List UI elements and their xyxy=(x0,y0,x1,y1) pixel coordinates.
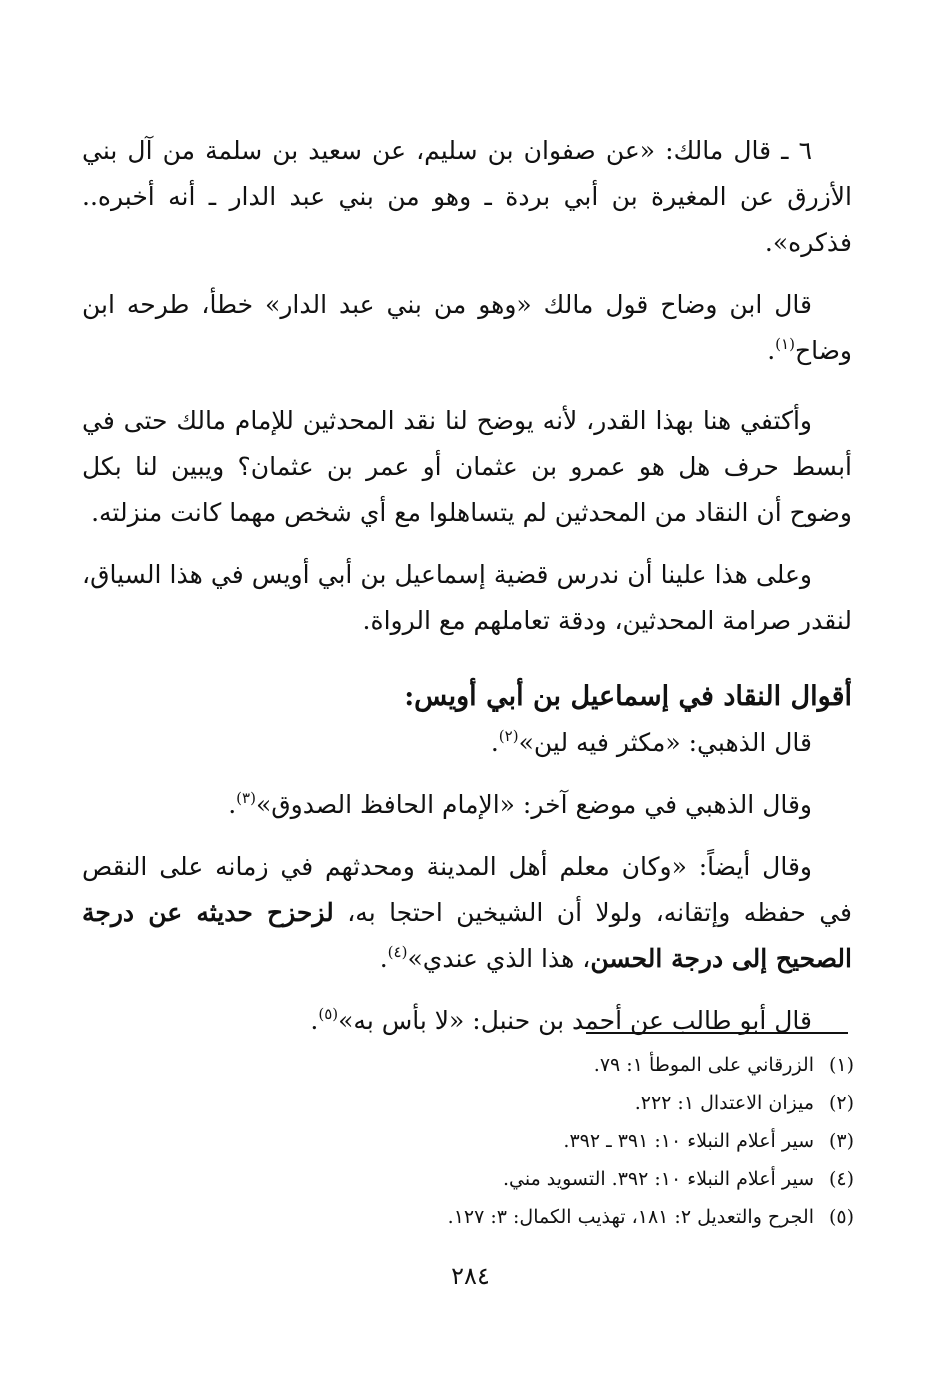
paragraph-4-text: وعلى هذا علينا أن ندرس قضية إسماعيل بن أبي أويس في هذا السياق، لنقدر صرامة المحدثين، ودقة تعاملهم مع الرواة. xyxy=(82,560,852,635)
footnote-2-number: (٢) xyxy=(828,1092,854,1114)
quote-1-text: قال الذهبي: «مكثر فيه لين» xyxy=(518,728,812,757)
footnote-4 xyxy=(200,1160,854,1198)
paragraph-3 xyxy=(82,398,852,536)
quote-4-text: قال أبو طالب عن أحمد بن حنبل: «لا بأس به» xyxy=(338,1006,812,1035)
footnote-2 xyxy=(200,1084,854,1122)
section-heading: أقوال النقاد في إسماعيل بن أبي أويس: xyxy=(404,681,852,712)
footnote-5-text: الجرح والتعديل ٢: ١٨١، تهذيب الكمال: ٣: ١٢٧. xyxy=(447,1206,814,1228)
footnote-ref-5[interactable]: (٥) xyxy=(318,1005,339,1023)
footnote-4-number: (٤) xyxy=(828,1168,854,1190)
footnote-ref-4[interactable]: (٤) xyxy=(387,943,408,961)
footnote-5 xyxy=(200,1198,854,1236)
quote-1 xyxy=(82,720,852,766)
footnote-ref-2[interactable]: (٢) xyxy=(498,727,519,745)
quote-3-after: ، هذا الذي عندي» xyxy=(407,944,591,973)
paragraph-2 xyxy=(82,282,852,374)
page-number: ٢٨٤ xyxy=(451,1262,490,1290)
quote-3 xyxy=(82,844,852,982)
footnote-1-number: (١) xyxy=(828,1054,854,1076)
paragraph-1 xyxy=(82,128,852,266)
footnote-1-text: الزرقاني على الموطأ ١: ٧٩. xyxy=(593,1054,814,1076)
quote-1-end: . xyxy=(490,728,499,757)
paragraph-4 xyxy=(82,552,852,644)
footnotes xyxy=(200,1046,854,1236)
quote-3-emphasis: لزحزح حديثه عن درجة الصحيح إلى درجة الحسن xyxy=(82,898,852,973)
paragraph-2-end: . xyxy=(767,336,776,365)
footnote-3 xyxy=(200,1122,854,1160)
quote-2-text: وقال الذهبي في موضع آخر: «الإمام الحافظ الصدوق» xyxy=(255,790,812,819)
footnote-3-text: سير أعلام النبلاء ١٠: ٣٩١ ـ ٣٩٢. xyxy=(563,1130,814,1152)
quote-2 xyxy=(82,782,852,828)
footnote-5-number: (٥) xyxy=(828,1206,854,1228)
quote-4-end: . xyxy=(310,1006,319,1035)
quote-3-end: . xyxy=(379,944,388,973)
footnote-ref-1[interactable]: (١) xyxy=(775,335,795,353)
footnote-3-number: (٣) xyxy=(828,1130,854,1152)
paragraph-1-text: ٦ ـ قال مالك: «عن صفوان بن سليم، عن سعيد بن سلمة من آل بني الأزرق عن المغيرة بن أبي بردة ـ وهو من بني عبد الدار ـ أنه أخبره.. فذكره». xyxy=(82,136,852,257)
quote-3-text: وقال أيضاً: «وكان معلم أهل المدينة ومحدثهم في زمانه على النقص في حفظه وإتقانه، ولولا أن الشيخين احتجا به، xyxy=(82,852,853,927)
footnote-1 xyxy=(200,1046,854,1084)
paragraph-3-text: وأكتفي هنا بهذا القدر، لأنه يوضح لنا نقد المحدثين للإمام مالك حتى في أبسط حرف هل هو عمرو بن عثمان أو عمر بن عثمان؟ ويبين لنا بكل وضوح أن النقاد من المحدثين لم يتساهلوا مع أي شخص مهما كانت منزلته. xyxy=(82,406,852,527)
footnote-ref-3[interactable]: (٣) xyxy=(236,789,256,807)
paragraph-2-text: قال ابن وضاح قول مالك «وهو من بني عبد الدار» خطأ، طرحه ابن وضاح xyxy=(82,290,852,365)
quote-2-end: . xyxy=(228,790,237,819)
footnote-divider xyxy=(586,1032,848,1034)
quote-4 xyxy=(82,998,852,1044)
footnote-4-text: سير أعلام النبلاء ١٠: ٣٩٢. التسويد مني. xyxy=(502,1168,814,1190)
page-body xyxy=(82,128,852,1044)
footnote-2-text: ميزان الاعتدال ١: ٢٢٢. xyxy=(634,1092,814,1114)
